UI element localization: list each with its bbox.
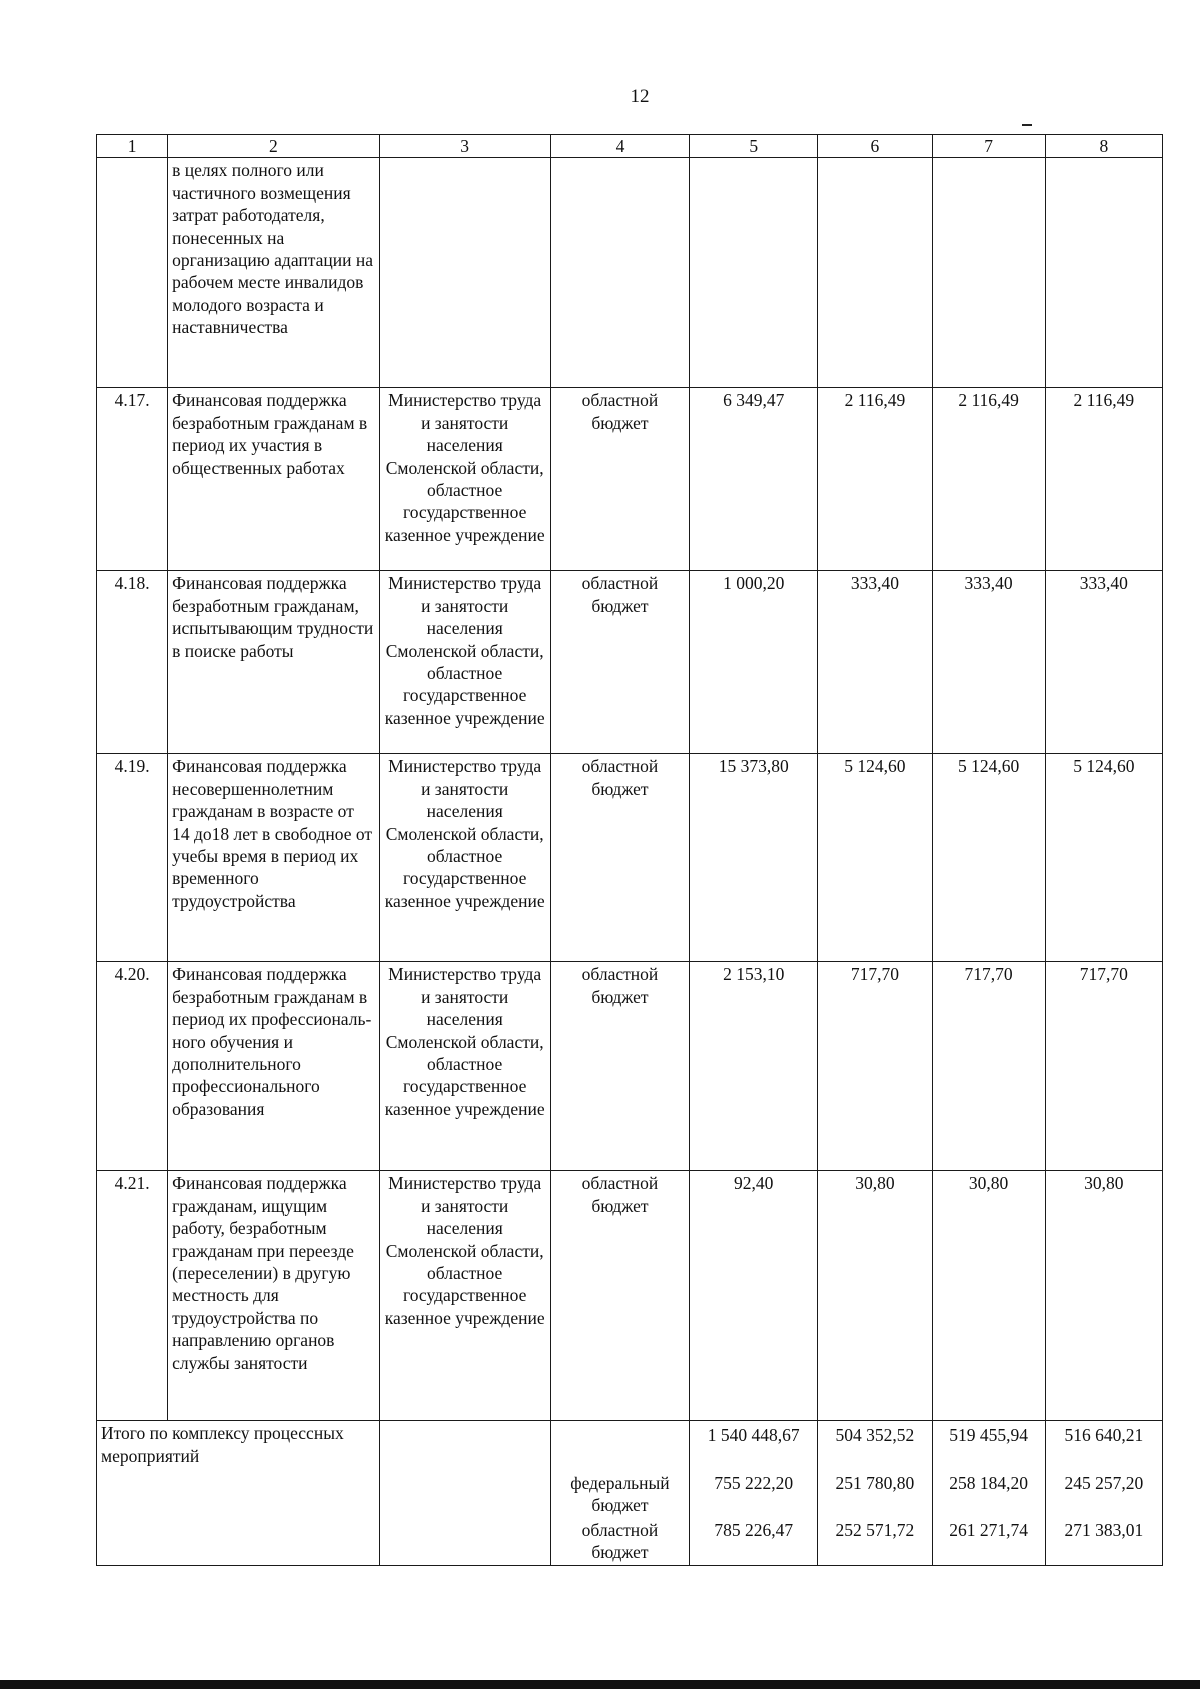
value-year-2: 717,70 <box>932 962 1045 1171</box>
executor: Министерство труда и занятости населения Смоленской области, областное государственное казенное учреждение <box>379 962 550 1171</box>
value-total: 15 373,80 <box>690 754 818 962</box>
funding-source: областной бюджет <box>550 571 689 754</box>
total-source-line: федеральный бюджет <box>570 1473 670 1516</box>
row-index <box>97 158 168 388</box>
column-header: 4 <box>550 135 689 158</box>
column-header: 8 <box>1045 135 1162 158</box>
value-year-2: 2 116,49 <box>932 388 1045 571</box>
table-row <box>97 388 1163 571</box>
executor: Министерство труда и занятости населения Смоленской области, областное государственное казенное учреждение <box>379 571 550 754</box>
funding-source: областной бюджет <box>550 754 689 962</box>
table-row <box>97 1171 1163 1421</box>
measure-name: Финансовая поддержка безработным гражданам в период их участия в общественных работах <box>168 388 379 571</box>
value-year-1: 30,80 <box>818 1171 932 1421</box>
value-year-1: 2 116,49 <box>818 388 932 571</box>
total-source-line <box>555 1422 685 1470</box>
value-year-1: 333,40 <box>818 571 932 754</box>
value-year-1: 5 124,60 <box>818 754 932 962</box>
measure-name: Финансовая поддержка безработным гражданам, испытывающим трудности в поиске работы <box>168 571 379 754</box>
value-year-3: 5 124,60 <box>1045 754 1162 962</box>
executor: Министерство труда и занятости населения Смоленской области, областное государственное казенное учреждение <box>379 388 550 571</box>
total-value: 516 640,21 <box>1064 1425 1144 1446</box>
value-total: 2 153,10 <box>690 962 818 1171</box>
table-row <box>97 571 1163 754</box>
value-year-1: 717,70 <box>818 962 932 1171</box>
total-value: 504 352,52 <box>835 1425 915 1446</box>
executor: Министерство труда и занятости населения Смоленской области, областное государственное казенное учреждение <box>379 1171 550 1421</box>
measure-name: в целях полного или частичного возмещения затрат работодателя, понесенных на организацию адаптации на рабочем месте инвалидов молодого возраста и наставничества <box>168 158 379 388</box>
total-col-6 <box>818 1421 932 1566</box>
value-year-3: 2 116,49 <box>1045 388 1162 571</box>
page-number: 12 <box>630 86 650 107</box>
total-value: 258 184,20 <box>949 1473 1028 1494</box>
column-header: 5 <box>690 135 818 158</box>
total-label: Итого по комплексу процессных мероприятий <box>97 1421 380 1566</box>
total-value: 261 271,74 <box>949 1520 1028 1541</box>
value-year-2: 5 124,60 <box>932 754 1045 962</box>
scan-bottom-border <box>0 1680 1200 1689</box>
value-year-2: 333,40 <box>932 571 1045 754</box>
value-year-3: 333,40 <box>1045 571 1162 754</box>
row-index: 4.18. <box>97 571 168 754</box>
column-header: 7 <box>932 135 1045 158</box>
value-total: 6 349,47 <box>690 388 818 571</box>
column-header: 1 <box>97 135 168 158</box>
row-index: 4.21. <box>97 1171 168 1421</box>
column-header: 6 <box>818 135 932 158</box>
funding-source: областной бюджет <box>550 388 689 571</box>
total-value: 252 571,72 <box>835 1520 915 1541</box>
measure-name: Финансовая поддержка несовершеннолетним гражданам в возрасте от 14 до18 лет в свободное от учебы время в период их временного трудоустройства <box>168 754 379 962</box>
total-row <box>97 1421 1163 1566</box>
column-header: 3 <box>379 135 550 158</box>
total-sources <box>550 1421 689 1566</box>
total-value: 245 257,20 <box>1064 1473 1144 1494</box>
total-col-5 <box>690 1421 818 1566</box>
header-row <box>97 135 1163 158</box>
value-year-3: 717,70 <box>1045 962 1162 1171</box>
measure-name: Финансовая поддержка безработным гражданам в период их профессиональ- ного обучения и дополнительного профессионального образования <box>168 962 379 1171</box>
table-row <box>97 754 1163 962</box>
total-value: 519 455,94 <box>949 1425 1028 1446</box>
column-header: 2 <box>168 135 379 158</box>
total-value: 785 226,47 <box>714 1520 794 1541</box>
value-total: 1 000,20 <box>690 571 818 754</box>
row-index: 4.17. <box>97 388 168 571</box>
measure-name: Финансовая поддержка гражданам, ищущим работу, безработным гражданам при переезде (переселении) в другую местность для трудоустройства по направлению органов службы занятости <box>168 1171 379 1421</box>
total-col-8 <box>1045 1421 1162 1566</box>
row-index: 4.19. <box>97 754 168 962</box>
value-year-2: 30,80 <box>932 1171 1045 1421</box>
total-value: 251 780,80 <box>835 1473 915 1494</box>
total-executor-empty <box>379 1421 550 1566</box>
value-total: 92,40 <box>690 1171 818 1421</box>
total-col-7 <box>932 1421 1045 1566</box>
total-source-line: областной бюджет <box>581 1520 659 1563</box>
budget-table <box>96 134 1163 1566</box>
total-value: 755 222,20 <box>714 1473 794 1494</box>
row-index: 4.20. <box>97 962 168 1171</box>
table-row <box>97 962 1163 1171</box>
total-value: 1 540 448,67 <box>707 1425 800 1446</box>
funding-source: областной бюджет <box>550 962 689 1171</box>
funding-source: областной бюджет <box>550 1171 689 1421</box>
value-year-3: 30,80 <box>1045 1171 1162 1421</box>
total-value: 271 383,01 <box>1064 1520 1144 1541</box>
table-row-continuation <box>97 158 1163 388</box>
executor: Министерство труда и занятости населения Смоленской области, областное государственное казенное учреждение <box>379 754 550 962</box>
scan-mark <box>1022 124 1032 126</box>
